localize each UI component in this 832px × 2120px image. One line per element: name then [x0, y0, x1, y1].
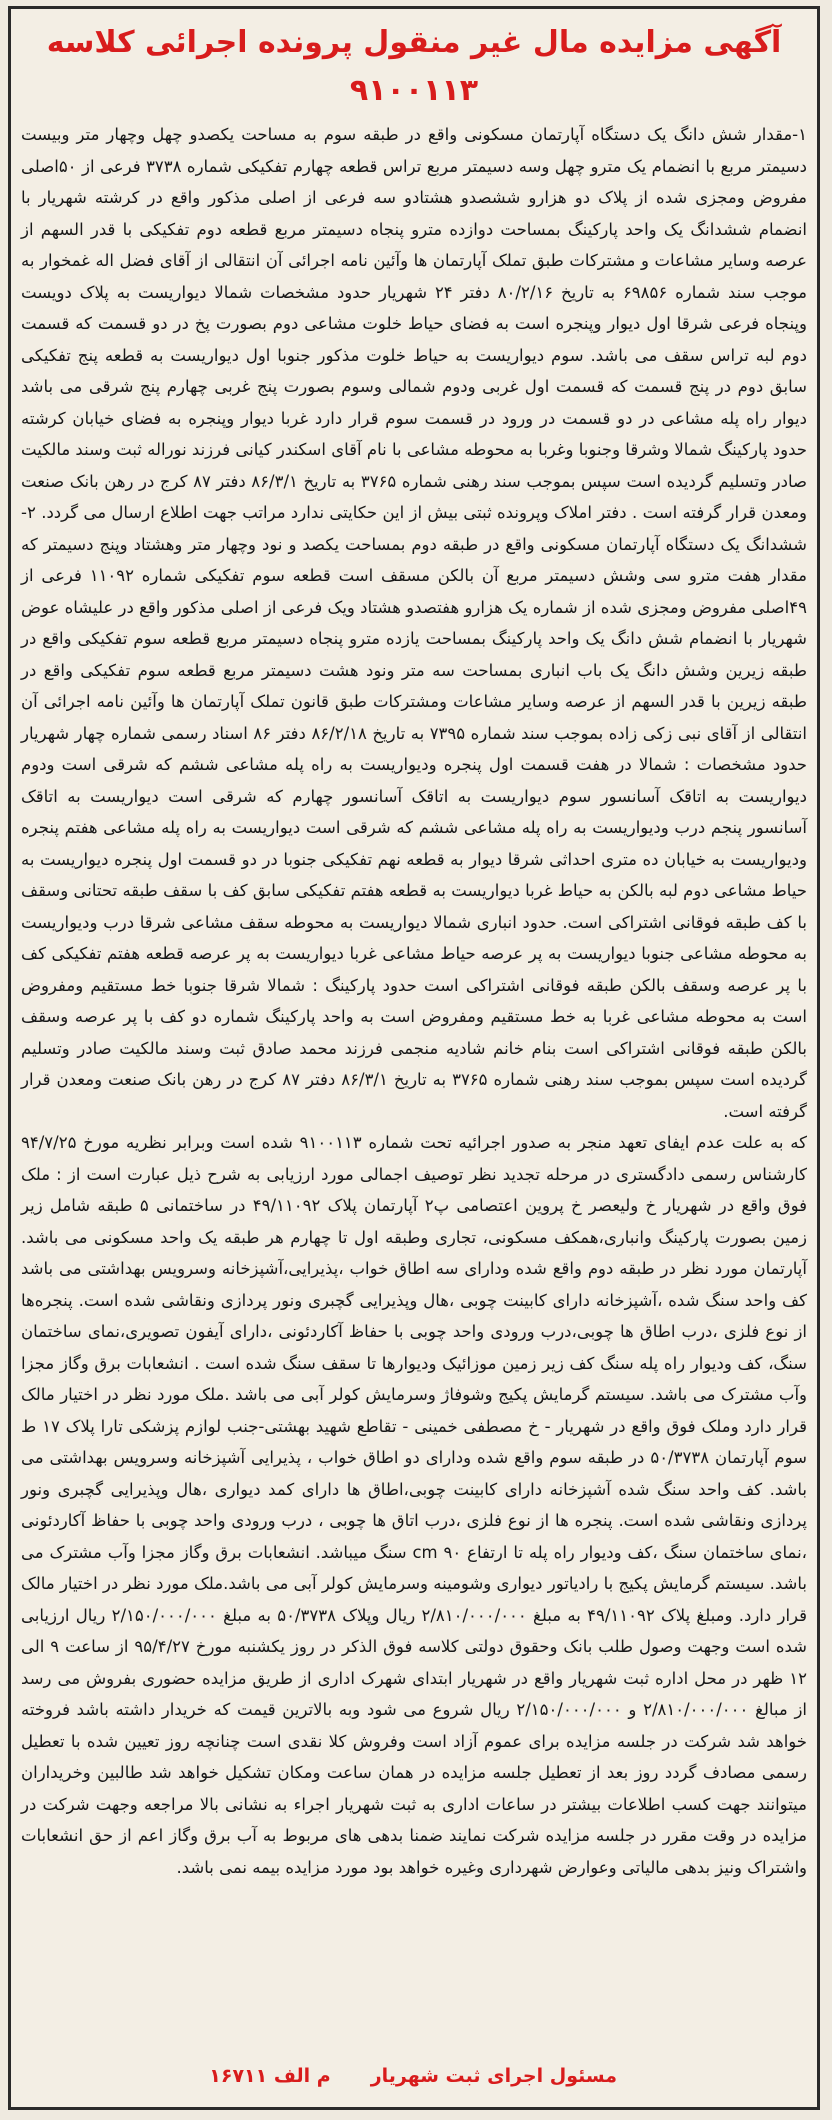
- notice-paragraph-property-description: ۱-مقدار شش دانگ یک دستگاه آپارتمان مسکونی واقع در طبقه سوم به مساحت یکصدو چهل وچهار متر وبیست دسیمتر مربع با انضمام یک مترو چهل وسه دسیمتر مربع تراس قطعه چهارم تفکیکی شماره ۳۷۳۸ فرعی از ۵۰اصلی مفروض ومجزی شده از پلاک دو هزارو ششصدو هشتادو سه فرعی از اصلی مذکور واقع در کرشته شهریار با انضمام ششدانگ یک واحد پارکینگ بمساحت دوازده مترو پنجاه دسیمتر مربع قطعه دوم تفکیکی با قدر السهم از عرصه وسایر مشاعات و مشترکات طبق تملک آپارتمان ها وآئین نامه اجرائی آن انتقالی از آقای فضل اله غمخوار به موجب سند شماره ۶۹۸۵۶ به تاریخ ۸۰/۲/۱۶ دفتر ۲۴ شهریار حدود مشخصات شمالا دیواریست به پلاک دویست وپنجاه فرعی شرقا اول دیوار وپنجره است به فضای حیاط خلوت مشاعی دوم بصورت پخ در دو قسمت که قسمت دوم لبه تراس سقف می باشد. سوم دیواریست به حیاط خلوت مذکور جنوبا اول دیواریست به قطعه پنج تفکیکی سابق دوم در پنج قسمت که قسمت اول غربی ودوم شمالی وسوم بصورت پنج غربی چهارم پنج شرقی می باشد دیوار راه پله مشاعی در دو قسمت در ورود در قسمت سوم قرار دارد غربا دیوار وپنجره به فضای خیابان کرشته حدود پارکینگ شمالا وشرقا وجنوبا وغربا به محوطه مشاعی با نام آقای اسکندر کیانی فرزند نوراله ثبت وسند مالکیت صادر وتسلیم گردیده است سپس بموجب سند رهنی شماره ۳۷۶۵ به تاریخ ۸۶/۳/۱ دفتر ۸۷ کرج در رهن بانک صنعت ومعدن قرار گرفته است . دفتر املاک وپرونده ثبتی بیش از این حکایتی ندارد مراتب جهت اطلاع ارسال می گردد. ۲- ششدانگ یک دستگاه آپارتمان مسکونی واقع در طبقه دوم بمساحت یکصد و نود وچهار متر وهشتاد وپنج دسیمتر که مقدار هفت مترو سی وشش دسیمتر مربع آن بالکن مسقف است قطعه سوم تفکیکی شماره ۱۱۰۹۲ فرعی از ۴۹اصلی مفروض ومجزی شده از شماره یک هزارو هفتصدو هشتاد ویک فرعی از اصلی مذکور واقع در علیشاه عوض شهریار با انضمام شش دانگ یک واحد پارکینگ بمساحت یازده مترو پنجاه دسیمتر مربع قطعه سوم تفکیکی واقع در طبقه زیرین وشش دانگ یک باب انباری بمساحت سه متر ونود هشت دسیمتر مربع قطعه سوم تفکیکی واقع در طبقه زیرین با قدر السهم از عرصه وسایر مشاعات ومشترکات طبق قانون تملک آپارتمان ها وآئین نامه اجرائی آن انتقالی از آقای نبی زکی زاده بموجب سند شماره ۷۳۹۵ به تاریخ ۸۶/۲/۱۸ دفتر ۸۶ اسناد رسمی شماره چهار شهریار حدود مشخصات : شمالا در هفت قسمت اول پنجره ودیواریست به راه پله مشاعی ششم که شرقی است ودوم دیواریست به اتاقک آسانسور سوم دیواریست به اتاقک آسانسور چهارم که شرقی است دیواریست به اتاقک آسانسور پنجم درب ودیواریست به راه پله مشاعی ششم که شرقی است دیواریست به راه پله مشاعی هفتم پنجره ودیواریست به خیابان ده متری احداثی شرقا دیوار به قطعه نهم تفکیکی جنوبا در دو قسمت اول پنجره دیواریست به حیاط مشاعی دوم لبه بالکن به حیاط غربا دیواریست به قطعه هفتم تفکیکی سابق کف با سقف طبقه تحتانی وسقف با کف طبقه فوقانی اشتراکی است. حدود انباری شمالا دیواریست به محوطه سقف مشاعی شرقا درب ودیواریست به محوطه مشاعی جنوبا دیواریست به پر عرصه حیاط مشاعی غربا دیواریست به پر عرصه قطعه هفتم تفکیکی کف با پر عرصه وسقف بالکن طبقه فوقانی اشتراکی است حدود پارکینگ : شمالا شرقا جنوبا خط مستقیم ومفروض است به محوطه مشاعی غربا به خط مستقیم ومفروض است به واحد پارکینگ شماره دو کف با پر عرصه وسقف بالکن طبقه فوقانی اشتراکی است بنام خانم شادیه منجمی فرزند محمد صادق ثبت وسند مالکیت صادر وتسلیم گردیده است سپس بموجب سند رهنی شماره ۳۷۶۵ به تاریخ ۸۶/۳/۱ دفتر ۸۷ کرج در رهن بانک صنعت ومعدن قرار گرفته است.: [21, 125, 808, 1121]
- newspaper-clipping: [8, 6, 820, 2110]
- issuing-office: مسئول اجرای ثبت شهریار: [370, 2065, 617, 2087]
- notice-code: م الف ۱۶۷۱۱: [209, 2065, 331, 2087]
- notice-title: آگهی مزایده مال غیر منقول پرونده اجرائی کلاسه ۹۱۰۰۱۱۳: [46, 25, 782, 108]
- notice-paragraph-auction-terms: که به علت عدم ایفای تعهد منجر به صدور اجرائیه تحت شماره ۹۱۰۰۱۱۳ شده است وبرابر نظریه مورخ ۹۴/۷/۲۵ کارشناس رسمی دادگستری در مرحله تجدید نظر توصیف اجمالی مورد ارزیابی به شرح ذیل عبارت است از : ملک فوق واقع در شهریار خ ولیعصر خ پروین اعتصامی پ۲ آپارتمان پلاک ۴۹/۱۱۰۹۲ در ساختمانی ۵ طبقه شامل زیر زمین بصورت پارکینگ وانباری،همکف مسکونی، تجاری وطبقه اول تا چهارم هر طبقه یک واحد مسکونی می باشد. آپارتمان مورد نظر در طبقه دوم واقع شده ودارای سه اطاق خواب ،پذیرایی،آشپزخانه وسرویس بهداشتی می باشد کف واحد سنگ شده ،آشپزخانه دارای کابینت چوبی ،هال وپذیرایی گچبری ونور پردازی ونقاشی شده است. پنجره‌ها از نوع فلزی ،درب اطاق ها چوبی،درب ورودی واحد چوبی با حفاظ آکاردئونی ،دارای آیفون تصویری،نمای ساختمان سنگ، کف ودیوار راه پله سنگ کف زیر زمین موزائیک ودیوارها تا سقف سنگ شده است . انشعابات برق وگاز مجزا وآب مشترک می باشد. سیستم گرمایش پکیج وشوفاژ وسرمایش کولر آبی می باشد .ملک مورد نظر در اختیار مالک قرار دارد وملک فوق واقع در شهریار - خ مصطفی خمینی - تقاطع شهید بهشتی-جنب لوازم پزشکی تارا پلاک ۱۷ ط سوم آپارتمان ۵۰/۳۷۳۸ در طبقه سوم واقع شده ودارای دو اطاق خواب ، پذیرایی آشپزخانه وسرویس بهداشتی می باشد. کف واحد سنگ شده آشپزخانه دارای کابینت چوبی،اطاق ها دارای کمد دیواری ،هال وپذیرایی گچبری ونور پردازی ونقاشی شده است. پنجره ها از نوع فلزی ،درب اتاق ها چوبی ، درب ورودی واحد چوبی با حفاظ آکاردئونی ،نمای ساختمان سنگ ،کف ودیوار راه پله تا ارتفاع ۹۰ cm سنگ میباشد. انشعابات برق وگاز مجزا وآب مشترک می باشد. سیستم گرمایش پکیج با رادیاتور دیواری وشومینه وسرمایش کولر آبی می باشد.ملک مورد نظر در اختیار مالک قرار دارد. ومبلغ پلاک ۴۹/۱۱۰۹۲ به مبلغ ۲/۸۱۰/۰۰۰/۰۰۰ ریال وپلاک ۵۰/۳۷۳۸ به مبلغ ۲/۱۵۰/۰۰۰/۰۰۰ ریال ارزیابی شده است وجهت وصول طلب بانک وحقوق دولتی کلاسه فوق الذکر در روز یکشنبه مورخ ۹۵/۴/۲۷ از ساعت ۹ الی ۱۲ ظهر در محل اداره ثبت شهریار واقع در شهریار ابتدای شهرک اداری از طریق مزایده حضوری بفروش می رسد از مبالغ ۲/۸۱۰/۰۰۰/۰۰۰ و ۲/۱۵۰/۰۰۰/۰۰۰ ریال شروع می شود وبه بالاترین قیمت که خریدار داشته باشد فروخته خواهد شد شرکت در جلسه مزایده برای عموم آزاد است وفروش کلا نقدی است چنانچه روز تعیین شده با تعطیل رسمی مصادف گردد روز بعد از تعطیل جلسه مزایده در همان ساعت ومکان تشکیل خواهد شد طالبین وخریداران میتوانند جهت کسب اطلاعات بیشتر در ساعات اداری به ثبت شهریار اجراء به نشانی بالا مراجعه وجهت شرکت در مزایده در وقت مقرر در جلسه مزایده شرکت نمایند ضمنا بدهی های مربوط به آب برق وگاز اعم از حق انشعابات واشتراک ونیز بدهی مالیاتی وعوارض شهرداری وغیره خواهد بود مورد مزایده بیمه نمی باشد.: [21, 1133, 808, 1877]
- notice-body: [21, 119, 807, 1883]
- notice-footer: [21, 2055, 807, 2097]
- notice-content: [21, 19, 807, 2097]
